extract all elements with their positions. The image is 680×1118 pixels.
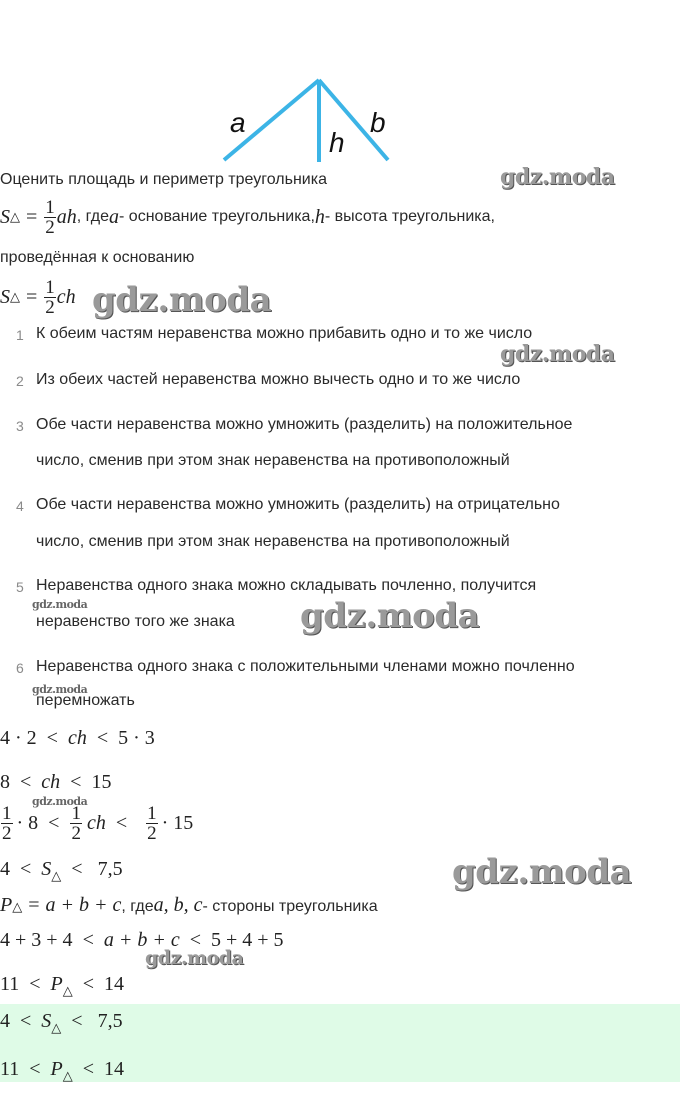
watermark: gdz.moda	[32, 598, 88, 611]
intro-text: Оценить площадь и периметр треугольника	[0, 171, 327, 188]
watermark: gdz.moda	[32, 795, 88, 808]
rule-2-text: Из обеих частей неравенства можно вычесть одно и то же число	[36, 371, 521, 388]
rule-5-number: 5	[16, 579, 24, 595]
area-symbol: S	[0, 205, 10, 228]
equals-sign: =	[26, 205, 38, 228]
triangle-subscript: △	[10, 209, 20, 224]
step3-frac-1: $\frac{1}{2}$	[2, 802, 12, 844]
watermark: gdz.moda	[452, 852, 632, 892]
rule-4-number: 4	[16, 498, 24, 514]
rule-1-number: 1	[16, 327, 24, 343]
rule-5-text-line1: Неравенства одного знака можно складывать почленно, получится	[36, 577, 537, 594]
rule-4-text-line1: Обе части неравенства можно умножить (разделить) на отрицательно	[36, 496, 560, 513]
step-4: $4 < S_\triangle$ < 7,5	[0, 858, 123, 883]
area-desc-cont: проведённая к основанию	[0, 249, 195, 266]
area2-symbol: S	[0, 285, 10, 308]
step-5: 4 + 3 + 4 < a + b + c < 5 + 4 + 5	[0, 929, 284, 951]
watermark: gdz.moda	[300, 596, 480, 636]
watermark: gdz.moda	[500, 164, 615, 190]
watermark: gdz.moda	[32, 683, 88, 696]
perimeter-formula: P △ = a + b + c , где a, b, c - стороны треугольника	[0, 894, 378, 916]
area2-rhs: ch	[56, 285, 76, 308]
watermark: gdz.moda	[145, 947, 244, 969]
area2-fraction: $\frac{1}{2}$	[45, 276, 55, 318]
area2-equals: =	[26, 285, 38, 308]
area-formula	[0, 194, 495, 240]
rule-6-number: 6	[16, 660, 24, 676]
label-h: h	[329, 127, 345, 158]
triangle-figure	[210, 70, 410, 166]
step-1: 4 · 2 < ch < 5 · 3	[0, 727, 155, 749]
rule-3-text-line2: число, сменив при этом знак неравенства на противоположный	[36, 452, 510, 469]
step3-frac-3: $\frac{1}{2}$	[147, 802, 157, 844]
area-desc-1: , где	[76, 208, 110, 225]
rule-3-text-line1: Обе части неравенства можно умножить (разделить) на положительное	[36, 416, 573, 433]
label-a: a	[230, 107, 246, 138]
rule-2-number: 2	[16, 373, 24, 389]
answer-perimeter: $11 < P_\triangle < 14$	[0, 1058, 125, 1083]
step-6: $11 < P_\triangle < 14$	[0, 973, 125, 998]
area-rhs: ah	[56, 205, 77, 228]
rule-5-text-line2: неравенство того же знака	[36, 613, 235, 630]
var-a: a	[109, 205, 120, 228]
rule-3-number: 3	[16, 418, 24, 434]
label-b: b	[370, 107, 386, 138]
rule-4-text-line2: число, сменив при этом знак неравенства на противоположный	[36, 533, 510, 550]
area-formula-2	[0, 276, 76, 318]
watermark: gdz.moda	[92, 280, 272, 320]
step-2: 8 < ch < 15	[0, 771, 112, 793]
var-h: h	[314, 205, 325, 228]
step-3: $\frac{1}{2}$ · 8 < $\frac{1}{2}$ ch < $\frac{1}{2}$ · 15	[2, 802, 194, 844]
area-desc-3: - высота треугольника,	[324, 208, 495, 225]
half-fraction: $\frac{1}{2}$	[45, 196, 55, 238]
answer-area: $4 < S_\triangle$ < 7,5	[0, 1010, 123, 1035]
rule-6-text-line1: Неравенства одного знака с положительными членами можно почленно	[36, 658, 575, 675]
rule-6-text-line2: перемножать	[36, 692, 135, 709]
area-desc-2: - основание треугольника,	[119, 208, 315, 225]
watermark: gdz.moda	[500, 341, 615, 367]
step3-frac-2: $\frac{1}{2}$	[71, 802, 81, 844]
rule-1-text: К обеим частям неравенства можно прибавить одно и то же число	[36, 325, 533, 342]
area2-subscript: △	[10, 289, 20, 304]
